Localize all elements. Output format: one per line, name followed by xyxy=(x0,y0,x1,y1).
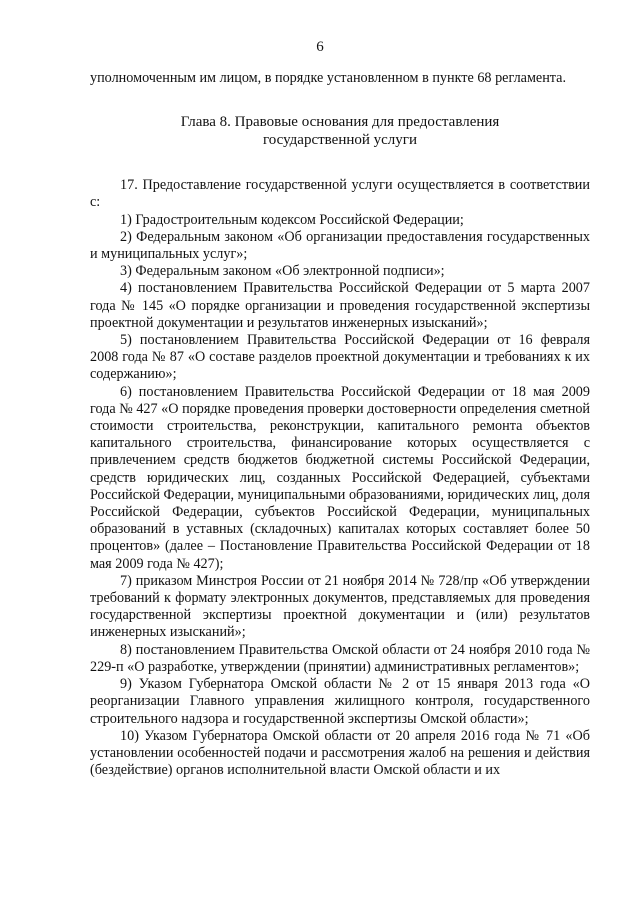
paragraph-17: 17. Предоставление государственной услуги осуществляется в соответствии с: xyxy=(90,177,590,211)
intro-paragraph: уполномоченным им лицом, в порядке установленном в пункте 68 регламента. xyxy=(90,70,567,86)
document-body xyxy=(90,70,590,779)
chapter-heading xyxy=(90,113,590,149)
page-number: 6 xyxy=(316,39,324,55)
chapter-title-line-2: государственной услуги xyxy=(263,132,417,149)
list-item-3: 3) Федеральным законом «Об электронной подписи»; xyxy=(120,263,445,280)
list-item-6: 6) постановлением Правительства Российской Федерации от 18 мая 2009 года № 427 «О порядке проведения проверки достоверности определения сметной стоимости строительства, реконструкции, капитального ремонта объектов капитального строительства, финансирование которых осуществляется с привлечением средств бюджетов бюджетной системы Российской Федерации, средств юридических лиц, созданных Российской Федерацией, субъектами Российской Федерации, муниципальными образованиями, юридических лиц, доля Российской Федерации, субъектов Российской Федерации, муниципальных образований в уставных (складочных) капиталах которых составляет более 50 процентов» (далее – Постановление Правительства Российской Федерации от 18 мая 2009 года № 427); xyxy=(90,383,590,572)
list-item-2: 2) Федеральным законом «Об организации предоставления государственных и муниципальных услуг»; xyxy=(90,228,590,263)
chapter-title-line-1: Глава 8. Правовые основания для предоставления xyxy=(180,114,500,131)
list-item-9: 9) Указом Губернатора Омской области № 2 от 15 января 2013 года «О реорганизации Главного управления жилищного контроля, государственного строительного надзора и государственной экспертизы Омской области»; xyxy=(90,676,590,727)
list-item-5: 5) постановлением Правительства Российской Федерации от 16 февраля 2008 года № 87 «О составе разделов проектной документации и требованиях к их содержанию»; xyxy=(90,332,590,383)
list-item-10: 10) Указом Губернатора Омской области от 20 апреля 2016 года № 71 «Об установлении особенностей подачи и рассмотрения жалоб на решения и действия (бездействие) органов исполнительной власти Омской области и их xyxy=(90,727,590,779)
list-item-7: 7) приказом Минстроя России от 21 ноября 2014 № 728/пр «Об утверждении требований к формату электронных документов, представляемых для проведения государственной экспертизы проектной документации и (или) результатов инженерных изысканий»; xyxy=(90,572,590,641)
list-item-8: 8) постановлением Правительства Омской области от 24 ноября 2010 года № 229-п «О разработке, утверждении (принятии) административных регламентов»; xyxy=(90,641,590,675)
list-item-4: 4) постановлением Правительства Российской Федерации от 5 марта 2007 года № 145 «О порядке организации и проведения государственной экспертизы проектной документации и результатов инженерных изысканий»; xyxy=(90,280,590,331)
list-item-1: 1) Градостроительным кодексом Российской Федерации; xyxy=(120,211,464,228)
